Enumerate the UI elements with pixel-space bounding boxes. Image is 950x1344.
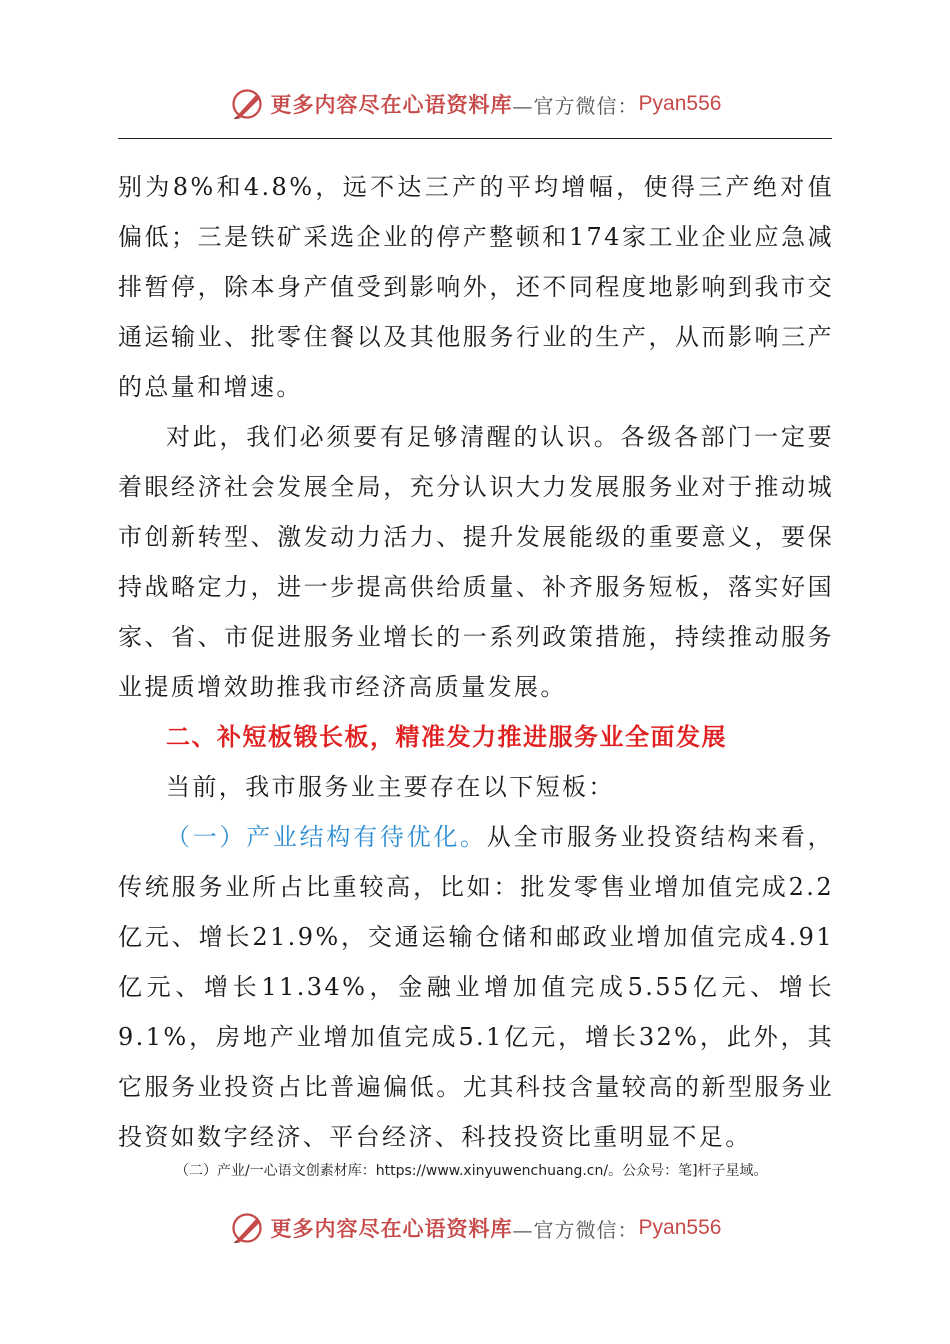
paragraph-awareness: 对此，我们必须要有足够清醒的认识。各级各部门一定要着眼经济社会发展全局，充分认识大力发展服务业对于推动城市创新转型、激发动力活力、提升发展能级的重要意义，要保持战略定力，进一步提高供给质量、补齐服务短板，落实好国家、省、市促进服务业增长的一系列政策措施，持续推动服务业提质增效助推我市经济高质量发展。 [118, 423, 834, 701]
paragraph-structure [118, 812, 834, 1162]
footnote-line: （二）产业/一心语文创素材库：https://www.xinyuwenchuang.cn/。公众号：笔]杆子星域。 [175, 1163, 768, 1179]
brand-text: 更多内容尽在心语资料库 [270, 1216, 513, 1241]
section-heading: 二、补短板锻长板，精准发力推进服务业全面发展 [166, 723, 727, 751]
pen-logo-icon [229, 1210, 265, 1246]
header-banner [0, 84, 950, 124]
header-divider [118, 138, 832, 139]
brand-text: 更多内容尽在心语资料库 [270, 92, 513, 117]
footer-banner [0, 1208, 950, 1248]
wechat-label: —官方微信： [512, 1217, 639, 1242]
paragraph-continuation: 别为8%和4.8%，远不达三产的平均增幅，使得三产绝对值偏低；三是铁矿采选企业的停产整顿和174家工业企业应急减排暂停，除本身产值受到影响外，还不同程度地影响到我市交通运输业、批零住餐以及其他服务行业的生产，从而影响三产的总量和增速。 [118, 173, 834, 401]
paragraph-intro: 当前，我市服务业主要存在以下短板： [166, 773, 615, 801]
document-body [118, 162, 834, 1162]
wechat-id: Pyan556 [638, 1216, 722, 1239]
wechat-id: Pyan556 [638, 92, 722, 115]
wechat-label: —官方微信： [512, 93, 639, 118]
paragraph-structure-text: 从全市服务业投资结构来看，传统服务业所占比重较高，比如：批发零售业增加值完成2.2亿元、增长21.9%，交通运输仓储和邮政业增加值完成4.91亿元、增长11.34%，金融业增加值完成5.55亿元、增长9.1%，房地产业增加值完成5.1亿元，增长32%，此外，其它服务业投资占比普遍偏低。尤其科技含量较高的新型服务业投资如数字经济、平台经济、科技投资比重明显不足。 [118, 823, 834, 1151]
subheading-structure: （一）产业结构有待优化。 [166, 823, 487, 851]
pen-logo-icon [229, 86, 265, 122]
